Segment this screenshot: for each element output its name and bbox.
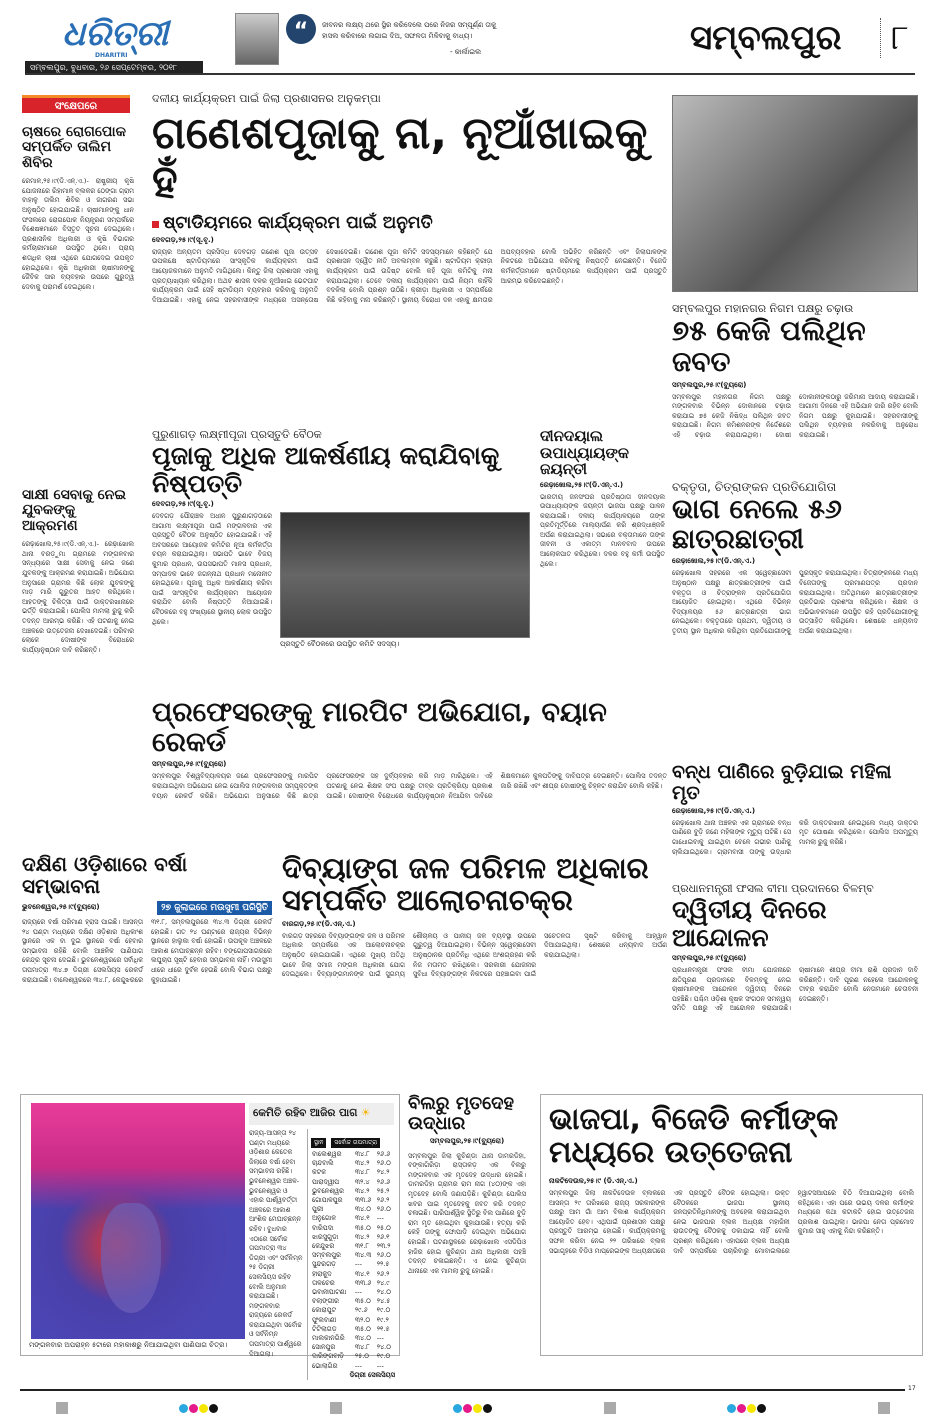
satellite-map: [31, 1103, 245, 1339]
quote-author: - କାର୍ଲାଇଲ: [450, 48, 482, 56]
headline: ଭାଗ ନେଲେ ୫୬ ଛାତ୍ରଛାତ୍ରୀ: [672, 494, 842, 555]
tension-story: [540, 1094, 923, 1356]
city: କଟକ: [312, 1168, 327, 1177]
brief-story-2: [22, 488, 134, 840]
city: ସମ୍ବଲପୁର: [312, 1251, 341, 1260]
masthead-rule: [25, 73, 915, 75]
max-temp: ---: [354, 1361, 362, 1370]
dateline: ଦେବଗଡ଼,୨୫।୯(ସୂ.ବୃ.): [152, 500, 214, 508]
meeting-photo: [280, 512, 530, 638]
headline: ଦକ୍ଷିଣ ଓଡ଼ିଶାରେ ବର୍ଷା ସମ୍ଭାବନା: [22, 852, 188, 898]
max-temp: ୩୪.୦: [354, 1334, 371, 1343]
logo-subtitle: DHARITRI: [95, 52, 128, 59]
story-body: ରାଜ୍ୟର ଅନ୍ୟତମ ପ୍ରସିଦ୍ଧ ଦେବଗଡ଼ ଗଣେଶ ପୂଜା ଉତ୍ସବ ଉପଲକ୍ଷେ ଷ୍ଟାଡିୟମରେ ସାଂସ୍କୃତିକ କାର୍ଯ୍ୟକ୍ରମ ପାଇଁ ଆୟୋଜକମାନେ ଅନୁମତି ମାଗିଥିଲେ। କିନ୍ତୁ ଜିଲା ପ୍ରଶାସନ ଏହାକୁ ପ୍ରତ୍ୟାଖ୍ୟାନ କରିଥିଲା। ଅଥଚ ଶାସକ ଦଳର ନୂଆଁଖାଇ ଭେଟଘାଟ କାର୍ଯ୍ୟକ୍ରମ ପାଇଁ ସେହି ଷ୍ଟାଡିୟମ ବ୍ୟବହାର କରିବାକୁ ଅନୁମତି ଦିଆଯାଇଛି। ଏହାକୁ ନେଇ ସହରବାସୀଙ୍କ ମଧ୍ୟରେ ଅସନ୍ତୋଷ ଦେଖାଦେଇଛି। ଗଣେଶ ପୂଜା କମିଟି ସଦସ୍ୟମାନେ କହିଛନ୍ତି ଯେ ପ୍ରଶାସନ ଦ୍ୱୈତ ନୀତି ଅବଲମ୍ବନ କରୁଛି। ଷ୍ଟାଡିୟମ କ୍ରୀଡ଼ା କାର୍ଯ୍ୟକ୍ରମ ପାଇଁ ଉଦ୍ଦିଷ୍ଟ ବୋଲି କହି ପୂଜା କମିଟିକୁ ମନା କରାଯାଇଥିଲା। ତେବେ ଦଳୀୟ କାର୍ଯ୍ୟକ୍ରମ ପାଇଁ ନିୟମ କାହିଁକି ବଦଳିଲା ବୋଲି ପ୍ରଶ୍ନ ଉଠିଛି। କ୍ରୀଡ଼ା ଅଧିକାରୀ ଏ ସମ୍ପର୍କରେ କିଛି କହିବାକୁ ମନା କରିଛନ୍ତି। ସ୍ଥାନୀୟ ବିରୋଧୀ ଦଳ ଏହାକୁ କ୍ଷମତାର ଅପବ୍ୟବହାର ବୋଲି ଅଭିହିତ କରିଛନ୍ତି ଏବଂ ଜିଲାପାଳଙ୍କ ନିକଟରେ ଅଭିଯୋଗ କରିବାକୁ ନିଷ୍ପତ୍ତି ନେଇଛନ୍ତି। ବିଜେଡି କର୍ମକର୍ତ୍ତାମାନେ ଷ୍ଟାଡିୟମରେ କାର୍ଯ୍ୟକ୍ରମ ପାଇଁ ପ୍ରସ୍ତୁତି ଆରମ୍ଭ କରିଦେଇଛନ୍ତି।: [152, 247, 667, 304]
weather-row: [311, 1168, 395, 1177]
quote-text: ଜୀବନର ଲକ୍ଷ୍ୟ ଥରେ ସ୍ଥିର କରିଦେଲେ ପରେ ନିଜର ସମ୍ପୂର୍ଣ୍ଣ ତାକୁ ହାସଲ କରିବାରେ ଲଗାଇ ଦିଅ, ସଫଳତା ମିଳିବାକୁ ବାଧ୍ୟ।: [322, 21, 497, 40]
cmyk-mark: [453, 1398, 493, 1417]
weather-title: କେମିତି ରହିବ ଆଜିର ପାଗ ☀: [249, 1103, 394, 1125]
min-temp: ୧୯.୦: [376, 1306, 391, 1315]
max-temp: ୩୪.୨: [354, 1232, 370, 1241]
weather-summary: ରାଜ୍ୟ-ଆସନ୍ତା ୨୪ ଘଣ୍ଟା ମଧ୍ୟରେ ଓଡ଼ିଶାର କେତେକ ଜିଲାରେ ବର୍ଷା ହେବା ସମ୍ଭାବନା ରହିଛି। ଭୁବନେଶ୍ୱର ଅଞ୍ଚଳ- ଭୁବନେଶ୍ୱର ଓ ଏହାର ପାର୍ଶ୍ୱବର୍ତ୍ତୀ ଅଞ୍ଚଳରେ ଆକାଶ ଆଂଶିକ ମେଘାଚ୍ଛନ୍ନ ରହିବ। ବୁଧବାର ଏଠାରେ ସର୍ବୋଚ୍ଚ ତାପମାତ୍ରା ୩୪ ଡିଗ୍ରୀ ଏବଂ ସର୍ବନିମ୍ନ ୨୫ ଡିଗ୍ରୀ ସେଲସିୟସ ରହିବ ବୋଲି ଅନୁମାନ କରାଯାଇଛି। ମଙ୍ଗଳବାର ରାଜ୍ୟରେ ରେକର୍ଡ କରାଯାଇଥିବା ସର୍ବୋଚ୍ଚ ଓ ସର୍ବନିମ୍ନ ତାପମାତ୍ରା ପାର୍ଶ୍ୱରେ ଦିଆଗଲା।: [249, 1129, 303, 1358]
dateline: ରେଢ଼ାଖୋଲ,୨୫।୯(ଡି.ଏନ୍.ଏ.): [540, 480, 624, 489]
kicker: ପୁରୁଣାଗଡ଼ ଲକ୍ଷ୍ମୀପୂଜା ପ୍ରସ୍ତୁତି ବୈଠକ: [152, 428, 322, 441]
min-temp: ୨୪.୦: [376, 1288, 391, 1297]
registration-marks: [0, 1398, 945, 1417]
kicker: ବକ୍ତୃତା, ଚିତ୍ରାଙ୍କନ ପ୍ରତିଯୋଗିତା: [672, 480, 837, 494]
headline: ଦିବ୍ୟାଙ୍ଗ ଜଳ ପରିମଳ ଅଧିକାର ସମ୍ପର୍କିତ ଆଲୋଚନାଚକ୍ର: [282, 851, 649, 917]
sun-cloud-icon: ☀: [360, 1107, 371, 1119]
min-temp: ୨୬.୨: [376, 1196, 390, 1205]
max-temp: ୩୪.୦: [354, 1205, 371, 1214]
story-body: ଭାରତୀୟ ଜନସଂଘର ପ୍ରତିଷ୍ଠାତା ଦୀନଦୟାଲ ଉପାଧ୍ୟାୟଙ୍କ ଜୟନ୍ତୀ ଭାଜପା ପକ୍ଷରୁ ପାଳନ କରାଯାଇଛି। ଦଳୀୟ କାର୍ଯ୍ୟାଳୟରେ ତାଙ୍କ ପ୍ରତିମୂର୍ତ୍ତିରେ ମାଲ୍ୟାର୍ପଣ କରି ଶ୍ରଦ୍ଧାଞ୍ଜଳି ଅର୍ପଣ କରାଯାଇଥିଲା। ସଭାରେ ବକ୍ତାମାନେ ତାଙ୍କ ଜୀବନୀ ଓ ଏକାତ୍ମ ମାନବବାଦ ଉପରେ ଆଲୋକପାତ କରିଥିଲେ। ଦଳର ବହୁ କର୍ମୀ ଉପସ୍ଥିତ ଥିଲେ।: [540, 492, 665, 568]
min-temp: ୨୫.୨: [376, 1186, 390, 1195]
weather-row: [311, 1196, 395, 1205]
min-temp: ୨୫.୦: [376, 1223, 391, 1232]
min-temp: ୨୬.୦: [376, 1251, 391, 1260]
divyang-story: [282, 853, 667, 1050]
map-caption: ମଙ୍ଗଳବାର ଅପରାହ୍ନ ୫ଟାରେ ମହାକାଶରୁ ନିଆଯାଇଥିବା ପାଣିପାଗ ଚିତ୍ର।: [29, 1341, 228, 1349]
dateline: ରେଢ଼ାଖୋଲ,୨୫।୯(ଡି.ଏନ୍.ଏ.): [672, 806, 756, 815]
city: ଦାରିଙ୍ଗବାଡ଼ି: [312, 1352, 344, 1361]
logo: ଧରିତ୍ରୀ: [62, 14, 169, 54]
min-temp: ୨୪.୨: [376, 1168, 390, 1177]
max-temp: ୩୪.୨: [354, 1186, 370, 1195]
story-body: ସମ୍ବଲପୁର ବିଶ୍ୱବିଦ୍ୟାଳୟର ଜଣେ ପ୍ରଫେସରଙ୍କୁ ମାରପିଟ କରାଯାଇଥିବା ଅଭିଯୋଗ ନେଇ ପୋଲିସ ମଙ୍ଗଳବାର ସମ୍ପୃକ୍ତଙ୍କ ବୟାନ ରେକର୍ଡ କରିଛି। ଅଭିଯୋଗ ଅନୁସାରେ କିଛି ଛାତ୍ର ପ୍ରଫେସରଙ୍କ ସହ ଦୁର୍ବ୍ୟବହାର କରି ମାଡ଼ ମାରିଥିଲେ। ଏହି ଘଟଣାକୁ ନେଇ ଶିକ୍ଷକ ସଂଘ ପକ୍ଷରୁ ତୀବ୍ର ପ୍ରତିକ୍ରିୟା ପ୍ରକାଶ ପାଇଛି। ଦୋଷୀଙ୍କ ବିରୋଧରେ କାର୍ଯ୍ୟାନୁଷ୍ଠାନ ନିଆଯିବା ଦାବିରେ ଶିକ୍ଷକମାନେ କୁଳପତିଙ୍କୁ ଦାବିପତ୍ର ଦେଇଛନ୍ତି। ପୋଲିସ ତଦନ୍ତ ଜାରି ରଖିଛି ଏବଂ ଶୀଘ୍ର ଦୋଷୀଙ୍କୁ ଚିହ୍ନଟ କରାଯିବ ବୋଲି କହିଛି।: [152, 772, 667, 800]
city: ଅନୁଗୋଳ: [312, 1214, 337, 1223]
min-temp: ୨୪.୯: [376, 1278, 390, 1287]
max-temp: ୩୫.୦: [354, 1297, 371, 1306]
col-city: ସ୍ଥାନ: [311, 1138, 326, 1148]
max-temp: ୩୪.୮: [354, 1343, 370, 1352]
headline: ପୂଜାକୁ ଅଧିକ ଆକର୍ଷଣୀୟ କରାଯିବାକୁ ନିଷ୍ପତ୍ତି: [152, 441, 500, 498]
min-temp: ୨୨.୫: [376, 1260, 390, 1269]
dateline: ସମ୍ବଲପୁର,୨୫।୯(ବ୍ୟୁରୋ): [672, 954, 747, 962]
kicker: ଦଳୀୟ କାର୍ଯ୍ୟକ୍ରମ ପାଇଁ ଜିଲା ପ୍ରଶାସନର ଅନୁକମ୍ପା: [152, 92, 381, 105]
dateline: ସମ୍ବଲପୁର,୨୫।୯(ବ୍ୟୁରୋ): [429, 1136, 505, 1145]
weather-row: [311, 1306, 395, 1315]
city: ଚାନ୍ଦବାଲି: [312, 1159, 334, 1168]
weather-row: [311, 1178, 395, 1187]
headline: ସାକ୍ଷୀ ସେବାକୁ ନେଇ ଯୁବକଙ୍କୁ ଆକ୍ରମଣ: [22, 487, 126, 534]
body-recovered-story: [408, 1094, 526, 1362]
weather-row: [311, 1334, 395, 1343]
dateline-bar: ସମ୍ବଲପୁର, ବୁଧବାର, ୨୬ ସେପ୍ଟେମ୍ବର, ୨୦୧୮: [25, 61, 203, 75]
min-temp: ୨୬.୬: [376, 1150, 391, 1158]
weather-row: [311, 1224, 395, 1233]
temperature-table: [307, 1129, 395, 1380]
weather-row: [311, 1325, 395, 1334]
min-temp: ୨୬.୦: [376, 1159, 391, 1168]
bullet-icon: [152, 221, 159, 228]
cmyk-mark: [727, 1398, 767, 1417]
max-temp: ୩୪.୧: [354, 1269, 370, 1278]
max-temp: ୩୨.୦: [354, 1315, 371, 1324]
dateline: ରେଢ଼ାଖୋଲ,୨୫।୯(ଡି.ଏନ୍.ଏ.): [672, 557, 756, 566]
max-temp: ୩୪.୮: [354, 1168, 370, 1177]
page-number: ୮: [880, 18, 909, 58]
kicker: ପ୍ରଧାନମନ୍ତ୍ରୀ ଫସଲ ବୀମା ପ୍ରଦାନରେ ବିଳମ୍ବ: [672, 882, 874, 895]
city: କୋରାପୁଟ: [312, 1306, 337, 1315]
city: ବାଲେଶ୍ୱର: [312, 1150, 342, 1158]
city: ବଲାଙ୍ଗୀର: [312, 1297, 339, 1306]
city: ଝାରସୁଗୁଡ଼ା: [312, 1232, 339, 1241]
story-body: ରେଢ଼ାଖୋଲ ସହରରେ ଏକ ସ୍ୱେଚ୍ଛାସେବୀ ଅନୁଷ୍ଠାନ ପକ୍ଷରୁ ଛାତ୍ରଛାତ୍ରୀଙ୍କ ପାଇଁ ବକ୍ତୃତା ଓ ଚିତ୍ରାଙ୍କନ ପ୍ରତିଯୋଗିତା ଆୟୋଜିତ ହୋଇଥିଲା। ଏଥିରେ ବିଭିନ୍ନ ବିଦ୍ୟାଳୟର ୫୬ ଛାତ୍ରଛାତ୍ରୀ ଭାଗ ନେଇଥିଲେ। ବକ୍ତୃତାରେ ପ୍ରଥମ, ଦ୍ୱିତୀୟ ଓ ତୃତୀୟ ସ୍ଥାନ ଅଧିକାର କରିଥିବା ପ୍ରତିଯୋଗୀଙ୍କୁ ପୁରସ୍କୃତ କରାଯାଇଥିଲା। ଚିତ୍ରାଙ୍କନରେ ମଧ୍ୟ ବିଜେତାଙ୍କୁ ପ୍ରମାଣପତ୍ର ପ୍ରଦାନ କରାଯାଇଥିଲା। ଅତିଥିମାନେ ଛାତ୍ରଛାତ୍ରୀଙ୍କ ପ୍ରତିଭାର ପ୍ରଶଂସା କରିଥିଲେ। ଶିକ୍ଷକ ଓ ଅଭିଭାବକମାନେ ଉପସ୍ଥିତ ରହି ପ୍ରତିଯୋଗୀଙ୍କୁ ଉତ୍ସାହିତ କରିଥିଲେ। ଶେଷରେ ଧନ୍ୟବାଦ ଅର୍ପଣ କରାଯାଇଥିଲା।: [672, 569, 918, 635]
max-temp: ୩୧.୮: [354, 1242, 369, 1251]
max-temp: ୨୯.୬: [354, 1306, 368, 1315]
weather-row: [311, 1288, 395, 1297]
weather-row: [311, 1242, 395, 1251]
story-body: ରେଢ଼ାଖୋଲ,୨୫।୯(ଡି.ଏନ୍.ଏ.)- ରେଢ଼ାଖୋଲ ଥାନା ବରଡ଼ୁମା ଗ୍ରାମରେ ମଙ୍ଗଳବାର ସନ୍ଧ୍ୟାରେ ସାକ୍ଷୀ ସେବାକୁ ନେଇ ଜଣେ ଯୁବକଙ୍କୁ ଆକ୍ରମଣ କରାଯାଇଛି। ଅଭିଯୋଗ ଅନୁସାରେ ଗ୍ରାମର କିଛି ଲୋକ ଯୁବକଙ୍କୁ ମାଡ଼ ମାରି ଗୁରୁତର ଆହତ କରିଥିଲେ। ଆହତଙ୍କୁ ଚିକିତ୍ସା ପାଇଁ ଡାକ୍ତରଖାନାରେ ଭର୍ତ୍ତି କରାଯାଇଛି। ପୋଲିସ ମାମଲା ରୁଜୁ କରି ତଦନ୍ତ ଆରମ୍ଭ କରିଛି। ଏହି ଘଟଣାକୁ ନେଇ ଅଞ୍ଚଳରେ ଉତ୍ତେଜନା ଦେଖାଦେଇଛି। ପରିବାର ଲୋକେ ଦୋଷୀଙ୍କ ବିରୋଧରେ କାର୍ଯ୍ୟାନୁଷ୍ଠାନ ଦାବି କରିଛନ୍ତି।: [22, 540, 134, 654]
rain-story: [22, 853, 272, 1078]
city: ତାଳଚେର: [312, 1278, 335, 1287]
city: ସୁନ୍ଦରଗଡ଼: [312, 1260, 336, 1269]
max-temp: ୩୪.୩: [354, 1251, 372, 1260]
min-temp: ୧୯.୨: [376, 1315, 389, 1324]
weather-row: [311, 1150, 395, 1159]
max-temp: ୩୪.୨: [354, 1159, 370, 1168]
min-temp: ୨୬.୬: [376, 1177, 391, 1186]
headline: ଭାଜପା, ବିଜେଡି କର୍ମୀଙ୍କ ମଧ୍ୟରେ ଉତ୍ତେଜନା: [549, 1102, 839, 1170]
headline: ବନ୍ଧ ପାଣିରେ ବୁଡ଼ିଯାଇ ମହିଳା ମୃତ: [672, 761, 892, 804]
gray-mark: [878, 1402, 890, 1414]
dateline: ବାରଗଡ଼,୨୫।୯(ଡି.ଏନ୍.ଏ.): [282, 919, 356, 928]
min-temp: ୨୬.୨: [376, 1269, 390, 1278]
deendayal-story: [540, 428, 665, 708]
weather-row: [311, 1297, 395, 1306]
page-code: 17: [908, 1385, 916, 1392]
headline: ଦ୍ୱିତୀୟ ଦିନରେ ଆନ୍ଦୋଳନ: [672, 895, 827, 952]
city: ଭବାନୀପାଟଣା: [312, 1288, 347, 1297]
gray-mark: [604, 1402, 616, 1414]
dateline: ସମ୍ବଲପୁର,୨୫।୯(ବ୍ୟୁରୋ): [152, 760, 227, 769]
puja-story: [152, 428, 532, 704]
headline: ଚାଷରେ ରୋଗପୋକ ସମ୍ପର୍କିତ ତାଲିମ ଶିବିର: [22, 124, 126, 171]
min-temp: ---: [376, 1334, 384, 1343]
weather-row: [311, 1279, 395, 1288]
min-temp: ୨୬.୦: [376, 1205, 391, 1214]
story-body: ରେଢ଼ାଖୋଲ ଥାନା ଅଞ୍ଚଳର ଏକ ଗ୍ରାମରେ ବନ୍ଧ ପାଣିରେ ବୁଡ଼ି ଜଣେ ମହିଳାଙ୍କ ମୃତ୍ୟୁ ଘଟିଛି। ସେ ଗାଧୋଇବାକୁ ଯାଇଥିବା ବେଳେ ଗଭୀର ପାଣିକୁ ଚାଲିଯାଇଥିଲେ। ଗ୍ରାମବାସୀ ତାଙ୍କୁ ଉଦ୍ଧାର କରି ଡାକ୍ତରଖାନା ନେଇଥିଲେ ମଧ୍ୟ ଡାକ୍ତର ମୃତ ଘୋଷଣା କରିଥିଲେ। ପୋଲିସ ଅପମୃତ୍ୟୁ ମାମଲା ରୁଜୁ କରିଛି।: [672, 818, 918, 856]
drown-story: [672, 762, 918, 894]
min-temp: ୨୪.୦: [376, 1343, 391, 1352]
polythene-story: [672, 302, 918, 498]
story-body: ଦେବଗଡ଼ ପୌରାଞ୍ଚଳ ଅଧୀନ ପୁରୁଣାଗଡ଼ଠାରେ ଆଗାମୀ ଲକ୍ଷ୍ମୀପୂଜା ପାଇଁ ମଙ୍ଗଳବାର ଏକ ପ୍ରସ୍ତୁତି ବୈଠକ ଅନୁଷ୍ଠିତ ହୋଇଯାଇଛି। ଏହି ଅବସରରେ ଆୟୋଜକ କମିଟିର ନୂଆ କର୍ମକର୍ତ୍ତା ଚୟନ କରାଯାଇଥିଲା। ସଭାପତି ଭାବେ ବିଜୟ କୁମାର ପ୍ରଧାନ, ଉପସଭାପତି ମାନସ ପ୍ରଧାନ, ସମ୍ପାଦକ ଭାବେ ଜଗନ୍ନାଥ ପ୍ରଧାନ ମନୋନୀତ ହୋଇଥିଲେ। ପୂଜାକୁ ଅଧିକ ଆକର୍ଷଣୀୟ କରିବା ପାଇଁ ସାଂସ୍କୃତିକ କାର୍ଯ୍ୟକ୍ରମ ଆୟୋଜନ କରାଯିବ ବୋଲି ନିଷ୍ପତ୍ତି ନିଆଯାଇଛି। ବୈଠକରେ ବହୁ ସଂଖ୍ୟାରେ ସ୍ଥାନୀୟ ଲୋକ ଉପସ୍ଥିତ ଥିଲେ।: [152, 512, 272, 626]
subhead: ଷ୍ଟାଡିୟମରେ କାର୍ଯ୍ୟକ୍ରମ ପାଇଁ ଅନୁମତି: [152, 213, 667, 233]
weather-row: [311, 1187, 395, 1196]
max-temp: ୩୫.୦: [354, 1223, 371, 1232]
city: ସୋନପୁର: [312, 1343, 336, 1352]
kicker: ସମ୍ବଲପୁର ମହାନଗର ନିଗମ ପକ୍ଷରୁ ଚଢ଼ାଉ: [672, 302, 854, 315]
city: ଟିଟିଲାଗଡ଼: [312, 1324, 337, 1333]
max-temp: ୨୫.୦: [354, 1352, 369, 1361]
lead-story: [152, 92, 667, 438]
max-temp: ---: [354, 1288, 362, 1297]
story-body: ରେମାଳ,୨୫।୯(ଡି.ଏନ୍.ଏ.)- ରାଷ୍ଟ୍ରୀୟ କୃଷି ଯୋଜନାରେ ରିହାମାଳ ବ୍ଲକର ଠେଙ୍ଗା ଗ୍ରାମ ବାହାଳୁ ତାଲିମ ଶିବିର ଓ ଜାଗରଣ ସଭା ଅନୁଷ୍ଠିତ ହୋଇଯାଇଛି। ଚାଷୀମାନଙ୍କୁ ଧାନ ଫସଲରେ ରୋଗପୋକ ନିୟନ୍ତ୍ରଣ ସମ୍ପର୍କରେ ବିଶେଷଜ୍ଞମାନେ ବିସ୍ତୃତ ସୂଚନା ଦେଇଥିଲେ। ପ୍ରଶାସନିକ ଅଧିକାରୀ ଓ କୃଷି ବିଭାଗର କର୍ମଚାରୀମାନେ ଉପସ୍ଥିତ ଥିଲେ। ପ୍ରାୟ ଶତାଧିକ ଚାଷୀ ଏଥିରେ ଯୋଗଦେଇ ଉପକୃତ ହୋଇଥିଲେ। କୃଷି ଅଧିକାରୀ ଚାଷୀମାନଙ୍କୁ ଜୈବିକ ସାର ବ୍ୟବହାର ଉପରେ ଗୁରୁତ୍ୱ ଦେବାକୁ ପରାମର୍ଶ ଦେଇଥିଲେ।: [22, 177, 134, 291]
max-temp: ୩୩.୬: [354, 1196, 372, 1205]
weather-row: [311, 1233, 395, 1242]
min-temp: ---: [376, 1361, 384, 1370]
quote-icon: “: [286, 14, 316, 44]
photo-caption: ପ୍ରସ୍ତୁତି ବୈଠକରେ ଉପସ୍ଥିତ କମିଟି ସଦସ୍ୟ।: [280, 640, 400, 648]
weather-box: [20, 1094, 400, 1379]
city: କେନ୍ଦୁଝର: [312, 1242, 335, 1251]
min-temp: ୨୬.୧: [376, 1232, 390, 1241]
section-title: ସମ୍ବଲପୁର: [690, 18, 842, 58]
min-temp: ୧୯.୦: [376, 1352, 391, 1361]
gray-mark: [330, 1402, 342, 1414]
city: ମାଲକାନଗିରି: [312, 1334, 345, 1343]
max-temp: ୩୫.୦: [354, 1324, 371, 1333]
city: ଗୋପାଳପୁର: [312, 1196, 343, 1205]
story-body: ସମ୍ବଲପୁର ମହାନଗର ନିଗମ ପକ୍ଷରୁ ମଙ୍ଗଳବାର ବିଭିନ୍ନ ଦୋକାନରେ ଚଢ଼ାଉ କରାଯାଇ ୭୫ କେଜି ନିଷିଦ୍ଧ ପଲିଥିନ ଜବତ କରାଯାଇଛି। ନିଗମ କମିଶନରଙ୍କ ନିର୍ଦ୍ଦେଶରେ ଏହି ଚଢ଼ାଉ କରାଯାଇଥିଲା। ଦୋଷୀ ଦୋକାନୀଙ୍କଠାରୁ ଜରିମାନା ଆଦାୟ କରାଯାଇଛି। ଆଗାମୀ ଦିନରେ ଏହି ଅଭିଯାନ ଜାରି ରହିବ ବୋଲି ନିଗମ ପକ୍ଷରୁ କୁହାଯାଇଛି। ସହରବାସୀଙ୍କୁ ପଲିଥିନ ବ୍ୟବହାର ନକରିବାକୁ ଅନୁରୋଧ କରାଯାଇଛି।: [672, 392, 918, 439]
cmyk-mark: [179, 1398, 219, 1417]
dateline: ସମ୍ବଲପୁର,୨୫।୯(ବ୍ୟୁରୋ): [672, 380, 747, 389]
weather-row: [311, 1362, 395, 1371]
headline: ବିଲରୁ ମୃତଦେହ ଉଦ୍ଧାର: [408, 1093, 515, 1134]
headline: ଗଣେଶପୂଜାକୁ ନା, ନୂଆଁଖାଇକୁ ହଁ: [152, 108, 648, 208]
weather-row: [311, 1343, 395, 1352]
max-temp: ୩୨.୪: [354, 1177, 370, 1186]
seizure-photo: [672, 95, 918, 292]
unit-label: ଡିଗ୍ରୀ ସେଲସିୟସ: [349, 1370, 395, 1379]
city: ଫୁଲବାଣୀ: [312, 1315, 337, 1324]
weather-row: [311, 1260, 395, 1269]
dateline: ଭୁବନେଶ୍ୱର,୨୫।୯(ବ୍ୟୁରୋ): [22, 903, 100, 911]
max-temp: ---: [354, 1260, 362, 1269]
weather-row: [311, 1251, 395, 1260]
headline: ଦୀନଦୟାଲ ଉପାଧ୍ୟାୟଙ୍କ ଜୟନ୍ତୀ: [540, 427, 629, 478]
max-temp: ୩୪.୧: [354, 1214, 370, 1223]
min-temp: ୨୩.୨: [376, 1242, 391, 1251]
monsoon-box: ୨୭ ଜୁଲାଇରେ ମଉସୁମୀ ପରିସ୍ଥିତି: [157, 901, 272, 915]
city: ଭୋଲାଗିର: [312, 1361, 338, 1370]
weather-row: [311, 1159, 395, 1168]
quote-portrait: [235, 13, 279, 65]
city: ପାରାଦ୍ୱୀପ: [312, 1177, 340, 1186]
weather-row: [311, 1205, 395, 1214]
story-body: ପ୍ରଧାନମନ୍ତ୍ରୀ ଫସଲ ବୀମା ଯୋଜନାରେ କ୍ଷତିପୂରଣ ପ୍ରଦାନରେ ବିଳମ୍ବକୁ ନେଇ ଚାଷୀମାନଙ୍କ ଆନ୍ଦୋଳନ ଦ୍ୱିତୀୟ ଦିନରେ ପହଞ୍ଚିଛି। ପଶ୍ଚିମ ଓଡ଼ିଶା କୃଷକ ସଂଗଠନ ସମନ୍ୱୟ ସମିତି ପକ୍ଷରୁ ଏହି ଆନ୍ଦୋଳନ କରାଯାଉଛି। ଚାଷୀମାନେ ଶୀଘ୍ର ବୀମା ରାଶି ପ୍ରଦାନ ଦାବି କରିଛନ୍ତି। ଦାବି ପୂରଣ ନହେଲେ ଆନ୍ଦୋଳନକୁ ତୀବ୍ର କରାଯିବ ବୋଲି ନେତାମାନେ ଚେତାବନୀ ଦେଇଛନ୍ତି।: [672, 966, 918, 1013]
brief-story-1: [22, 125, 134, 492]
brief-tag: ସଂକ୍ଷେପରେ: [22, 95, 130, 113]
max-temp: ୩୩.୬: [354, 1278, 372, 1287]
story-body: ରାଜ୍ୟରେ ବର୍ଷା ପରିମାଣ ହ୍ରାସ ପାଇଛି। ଆସନ୍ତା ୨୪ ଘଣ୍ଟା ମଧ୍ୟରେ ଦକ୍ଷିଣ ଓଡ଼ିଶାର ଅଧିକାଂଶ ସ୍ଥାନରେ ଏକ ବା ଦୁଇ ସ୍ଥାନରେ ବର୍ଷା ହେବାର ସମ୍ଭାବନା ରହିଛି ବୋଲି ଆଞ୍ଚଳିକ ପାଣିପାଗ କେନ୍ଦ୍ର ସୂଚନା ଦେଇଛି। ଭୁବନେଶ୍ୱରରେ ସର୍ବାଧିକ ତାପମାତ୍ରା ୩୪.୭ ଡିଗ୍ରୀ ସେଲସିୟସ ରେକର୍ଡ କରାଯାଇଛି। ବାଲେଶ୍ୱରରେ ୩୪.୮, କେନ୍ଦୁଝରରେ ୩୧.୮, ସମ୍ବଲପୁରରେ ୩୪.୩ ଡିଗ୍ରୀ ରେକର୍ଡ ହୋଇଛି। ଗତ ୨୪ ଘଣ୍ଟାରେ ରାଜ୍ୟର ବିଭିନ୍ନ ସ୍ଥାନରେ ହାଲୁକା ବର୍ଷା ହୋଇଛି। ଉପକୂଳ ଅଞ୍ଚଳରେ ଆକାଶ ମେଘାଚ୍ଛନ୍ନ ରହିବ। ବଙ୍ଗୋପସାଗରରେ ଲଘୁଚାପ ସୃଷ୍ଟି ହେବାର ସମ୍ଭାବନା ନାହିଁ। ମଉସୁମୀ ଧୀରେ ଧୀରେ ଦୁର୍ବଳ ହେଉଛି ବୋଲି ବିଭାଗ ପକ୍ଷରୁ କୁହାଯାଇଛି।: [22, 918, 272, 984]
dateline: ଦେବଗଡ଼,୨୫।୯(ସୂ.ବୃ.): [152, 235, 214, 244]
weather-row: [311, 1214, 395, 1223]
city: ପୁରୀ: [312, 1205, 324, 1214]
weather-row: [311, 1352, 395, 1361]
dateline: ନାକଟିଦେଉଳ,୨୫।୯ (ଡି.ଏନ୍.ଏ.): [549, 1177, 638, 1185]
min-temp: ୨୧.୫: [376, 1324, 390, 1333]
footer-rule: [20, 1389, 905, 1391]
min-temp: ୨୪.୫: [376, 1297, 391, 1306]
city: ଭୁବନେଶ୍ୱର: [312, 1186, 344, 1195]
max-temp: ୩୪.୮: [354, 1150, 370, 1158]
story-body: ସମ୍ବଲପୁର ଜିଲା ନାକଟିଦେଉଳ ବ୍ଲକରେ ଆସନ୍ତା ୨୯ ତାରିଖରେ ରାଜ୍ୟ ସରକାରଙ୍କ ପକ୍ଷରୁ ଆମ ଗାଁ ଆମ ବିକାଶ କାର୍ଯ୍ୟକ୍ରମ ଆୟୋଜିତ ହେବ। ଏଥିପାଇଁ ପ୍ରଶାସନ ପକ୍ଷରୁ ପ୍ରସ୍ତୁତି ଆରମ୍ଭ ହୋଇଛି। କାର୍ଯ୍ୟକ୍ରମକୁ ସଫଳ କରିବା ନେଇ ୨୨ ତାରିଖରେ ବ୍ଲକ ସଭାଗୃହରେ ବିଡିଓ ମାପ୍ରେଇଙ୍କ ଅଧ୍ୟକ୍ଷତାରେ ଏକ ପ୍ରସ୍ତୁତି ବୈଠକ ହୋଇଥିଲା। ଉକ୍ତ ବୈଠକରେ ଭାଜପା ସ୍ଥାନୀୟ ଜନପ୍ରତିନିଧିମାନଙ୍କୁ ଅବହେଳା କରାଯାଇଥିବା ନେଇ ଭାଜପାର ବ୍ଲକ ଅଧ୍ୟକ୍ଷ ମହାଜିନୀ ରାଉତଙ୍କୁ ବୈଠକକୁ ଡକାଯାଇ ନାହିଁ ବୋଲି ପ୍ରଶ୍ନ କରିଥିଲେ। ଏହାପରେ ବ୍ଲକ ଅଧ୍ୟକ୍ଷ ଦାବି ସମ୍ପର୍କରେ ପଚାରିବାରୁ ମୋବାଇଲରେ ହ୍ୱାଟସଆପରେ ଚିଠି ଦିଆଯାଇଥିଲା ବୋଲି କହିଥିଲେ। ଏହା ପରେ ଉଭୟ ଦଳର କର୍ମୀଙ୍କ ମଧ୍ୟରେ କଥା କଟାକଟି ହୋଇ ଉତ୍ତେଜନା ପ୍ରକାଶ ପାଇଥିଲା। ଭାଜପା ନେତା ପ୍ରମୋଦ କୁମାର ସାହୁ ଏହାକୁ ନିନ୍ଦା କରିଛନ୍ତି।: [549, 1189, 914, 1255]
headline: ପ୍ରଫେସରଙ୍କୁ ମାରପିଟ ଅଭିଯୋଗ, ବୟାନ ରେକର୍ଡ: [152, 697, 607, 758]
gray-mark: [56, 1402, 68, 1414]
crop-story: [672, 882, 918, 1081]
weather-row: [311, 1316, 395, 1325]
col-temp: ସର୍ବୋଚ୍ଚ ତାପମାତ୍ରା: [331, 1138, 380, 1148]
city: ହୀରାକୁଦ: [312, 1269, 332, 1278]
story-body: ସମ୍ବଲପୁର ଜିଲା କୁଚିଣ୍ଡା ଥାନା ଡାମରଡିହା, ବଙ୍କାଗିରିଡ଼ା ରାସ୍ତାକଡ଼ ଏକ ବିଲରୁ ମଙ୍ଗଳବାର ଏକ ମୃତଦେହ ଉଦ୍ଧାର ହୋଇଛି। ଡାମରଡିହା ଗ୍ରାମର ରାମ ନାଗ (୪୦)ଙ୍କ ଏହା ମୃତଦେହ ବୋଲି ଜଣାପଡ଼ିଛି। କୁଚିଣ୍ଡା ପୋଲିସ ଖବର ପାଇ ମୃତଦେହକୁ ଜବତ କରି ତଦନ୍ତ ଚଳାଇଛି। ପାରିପାର୍ଶ୍ୱିକ ସ୍ଥିତିରୁ ବିଲ ପାଣିରେ ବୁଡ଼ି ରାମ ମୃତ ହୋଇଥିବା କୁହାଯାଉଛି। ହତ୍ୟା କରି କେହି ତାଙ୍କୁ ଫୋପାଡ଼ି ଦେଇଥିବା ଅଭିଯୋଗ ହୋଇଛି। ଘଟଣାସ୍ଥଳରେ ରେଢ଼ାଖୋଲ ଏସଡିପିଓ ହାଜିର ହୋଇ କୁଚିଣ୍ଡା ଥାନା ଅଧିକାରୀ ପହଞ୍ଚି ତଦନ୍ତ ଚଳାଇଛନ୍ତି। ଏ ନେଇ କୁଚିଣ୍ଡା ଥାନାରେ ଏକ ମାମଲା ରୁଜୁ ହୋଇଛି।: [408, 1151, 526, 1275]
headline: ୭୫ କେଜି ପଲିଥିନ ଜବତ: [672, 314, 866, 378]
city: ବାରିପଦା: [312, 1223, 334, 1232]
weather-row: [311, 1270, 395, 1279]
story-body: ବାରଗଡ଼ ସହରରେ ଦିବ୍ୟାଙ୍ଗଙ୍କ ଜଳ ଓ ପରିମଳ ଅଧିକାର ସମ୍ପର୍କରେ ଏକ ଆଲୋଚନାଚକ୍ର ଅନୁଷ୍ଠିତ ହୋଇଯାଇଛି। ଏଥିରେ ମୁଖ୍ୟ ଅତିଥି ଭାବେ ଜିଲା ସମାଜ ମଙ୍ଗଳ ଅଧିକାରୀ ଯୋଗ ଦେଇଥିଲେ। ଦିବ୍ୟାଙ୍ଗମାନଙ୍କ ପାଇଁ ସୁଗମ୍ୟ ଶୌଚାଳୟ ଓ ପାନୀୟ ଜଳ ବ୍ୟବସ୍ଥା ଉପରେ ଗୁରୁତ୍ୱ ଦିଆଯାଇଥିଲା। ବିଭିନ୍ନ ସ୍ୱେଚ୍ଛାସେବୀ ଅନୁଷ୍ଠାନର ପ୍ରତିନିଧି ଏଥିରେ ଅଂଶଗ୍ରହଣ କରି ନିଜ ମତାମତ ରଖିଥିଲେ। ସରକାରୀ ଯୋଜନାର ସୁବିଧା ଦିବ୍ୟାଙ୍ଗଙ୍କ ନିକଟରେ ପହଞ୍ଚାଇବା ପାଇଁ ସଚେତନତା ସୃଷ୍ଟି କରିବାକୁ ଆହ୍ୱାନ ଦିଆଯାଇଥିଲା। ଶେଷରେ ଧନ୍ୟବାଦ ଅର୍ପଣ କରାଯାଇଥିଲା।: [282, 931, 667, 979]
min-temp: ---: [376, 1214, 384, 1223]
competition-story: [672, 480, 918, 784]
